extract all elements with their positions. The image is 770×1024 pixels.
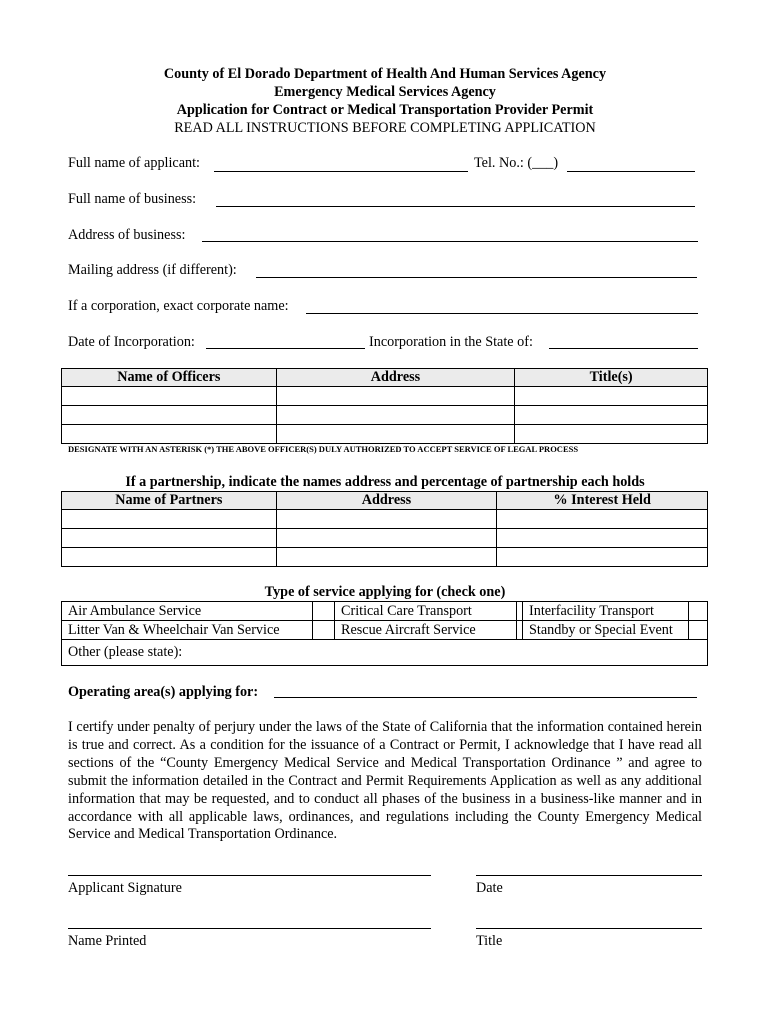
partners-header-row (62, 492, 708, 510)
rescue-aircraft-checkbox[interactable] (516, 621, 523, 639)
officers-name-header: Name of Officers (62, 369, 277, 387)
corporate-name-label: If a corporation, exact corporate name: (68, 298, 289, 314)
officers-table (61, 368, 708, 444)
partner-address-cell[interactable] (276, 548, 497, 567)
officers-designation-note: DESIGNATE WITH AN ASTERISK (*) THE ABOVE OFFICER(S) DULY AUTHORIZED TO ACCEPT SERVICE OF LEGAL PROCESS (68, 444, 579, 454)
table-row (62, 548, 708, 567)
service-row (62, 621, 707, 640)
business-name-label: Full name of business: (68, 191, 197, 207)
incorporation-state-field[interactable] (549, 348, 698, 349)
other-service-field[interactable] (62, 640, 707, 665)
partner-name-cell[interactable] (62, 529, 277, 548)
service-type-heading: Type of service applying for (check one) (264, 584, 506, 600)
officer-address-cell[interactable] (276, 387, 515, 406)
business-address-label: Address of business: (68, 227, 186, 243)
interfacility-checkbox[interactable] (688, 602, 707, 620)
mailing-address-field[interactable] (256, 277, 697, 278)
incorporation-date-field[interactable] (206, 348, 365, 349)
operating-area-field[interactable] (274, 697, 697, 698)
name-printed-label: Name Printed (68, 933, 147, 949)
partners-interest-header: % Interest Held (497, 492, 708, 510)
officers-title-header: Title(s) (515, 369, 708, 387)
header-instructions: READ ALL INSTRUCTIONS BEFORE COMPLETING APPLICATION (174, 120, 596, 136)
officer-title-cell[interactable] (515, 425, 708, 444)
air-ambulance-label: Air Ambulance Service (68, 603, 202, 619)
date-label: Date (476, 880, 503, 896)
officers-header-row (62, 369, 708, 387)
service-type-table (61, 601, 708, 666)
standby-event-checkbox[interactable] (688, 621, 707, 639)
partners-address-header: Address (276, 492, 497, 510)
applicant-name-label: Full name of applicant: (68, 155, 200, 171)
partner-interest-cell[interactable] (497, 548, 708, 567)
officers-address-header: Address (276, 369, 515, 387)
incorporation-date-label: Date of Incorporation: (68, 334, 195, 350)
table-row (62, 510, 708, 529)
partner-name-cell[interactable] (62, 510, 277, 529)
header-application-title: Application for Contract or Medical Transportation Provider Permit (176, 102, 594, 118)
business-name-field[interactable] (216, 206, 695, 207)
other-service-label: Other (please state): (68, 644, 183, 660)
partners-name-header: Name of Partners (62, 492, 277, 510)
critical-care-checkbox[interactable] (516, 602, 523, 620)
business-address-field[interactable] (202, 241, 698, 242)
partner-interest-cell[interactable] (497, 510, 708, 529)
tel-label: Tel. No.: (___) (474, 155, 559, 171)
partnership-heading: If a partnership, indicate the names address and percentage of partnership each holds (125, 474, 645, 490)
table-row (62, 406, 708, 425)
critical-care-label: Critical Care Transport (341, 603, 472, 619)
service-row (62, 602, 707, 621)
table-row (62, 529, 708, 548)
applicant-name-field[interactable] (214, 171, 468, 172)
officer-name-cell[interactable] (62, 387, 277, 406)
litter-van-checkbox[interactable] (312, 621, 335, 639)
table-row (62, 425, 708, 444)
officer-address-cell[interactable] (276, 406, 515, 425)
officer-name-cell[interactable] (62, 406, 277, 425)
tel-field[interactable] (567, 171, 695, 172)
officer-title-cell[interactable] (515, 406, 708, 425)
name-printed-line[interactable] (68, 928, 431, 929)
mailing-address-label: Mailing address (if different): (68, 262, 237, 278)
standby-event-label: Standby or Special Event (529, 622, 673, 638)
officer-address-cell[interactable] (276, 425, 515, 444)
date-line[interactable] (476, 875, 702, 876)
header-agency: County of El Dorado Department of Health And Human Services Agency (163, 66, 607, 82)
air-ambulance-checkbox[interactable] (312, 602, 335, 620)
title-label: Title (476, 933, 503, 949)
partners-table (61, 491, 708, 567)
applicant-signature-label: Applicant Signature (68, 880, 182, 896)
officer-name-cell[interactable] (62, 425, 277, 444)
interfacility-label: Interfacility Transport (529, 603, 654, 619)
corporate-name-field[interactable] (306, 313, 698, 314)
table-row (62, 387, 708, 406)
partner-name-cell[interactable] (62, 548, 277, 567)
certification-statement: I certify under penalty of perjury under the laws of the State of California that the information contained herein is true and correct. As a condition for the issuance of a Contract or Permit, I acknowledge that I have read all sections of the “County Emergency Medical Service and Medical Transportation Ordinance ” and agree to submit the information detailed in the Contract and Permit Requirements Application as well as any additional information that may be requested, and to conduct all phases of the business in a business-like manner and in accordance with all applicable laws, ordinances, and regulations including the County Emergency Medical Service and Medical Transportation Ordinance. (68, 719, 702, 843)
partner-interest-cell[interactable] (497, 529, 708, 548)
header-ems-agency: Emergency Medical Services Agency (274, 84, 496, 100)
rescue-aircraft-label: Rescue Aircraft Service (341, 622, 476, 638)
officer-title-cell[interactable] (515, 387, 708, 406)
operating-area-label: Operating area(s) applying for: (68, 684, 259, 700)
applicant-signature-line[interactable] (68, 875, 431, 876)
title-line[interactable] (476, 928, 702, 929)
litter-van-label: Litter Van & Wheelchair Van Service (68, 622, 280, 638)
partner-address-cell[interactable] (276, 529, 497, 548)
partner-address-cell[interactable] (276, 510, 497, 529)
incorporation-state-label: Incorporation in the State of: (369, 334, 533, 350)
